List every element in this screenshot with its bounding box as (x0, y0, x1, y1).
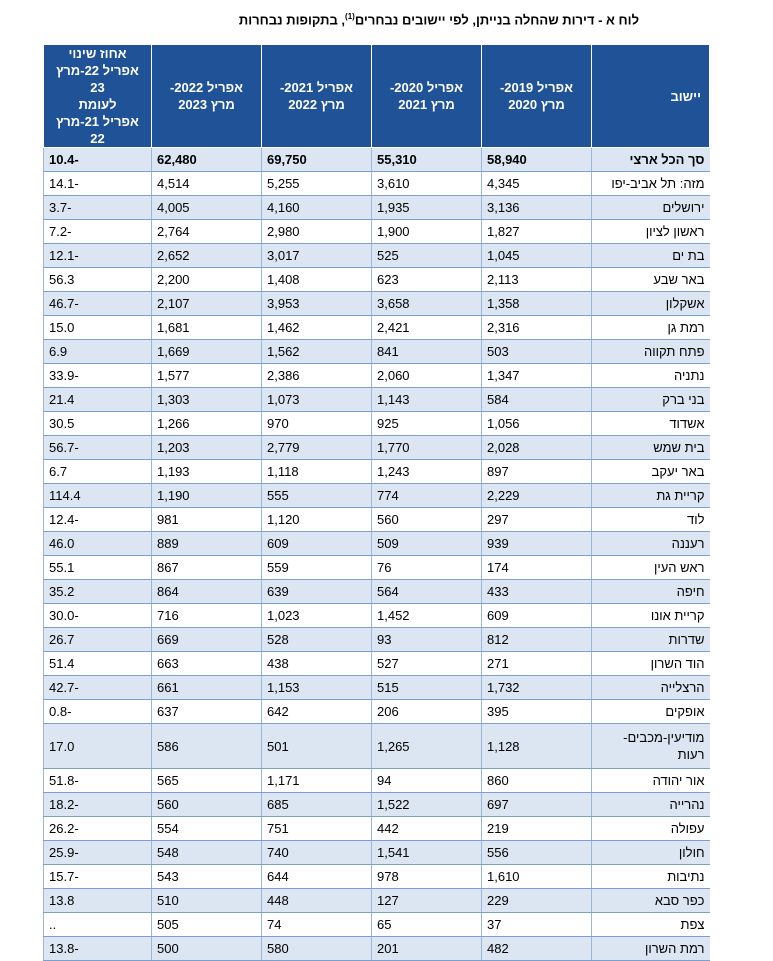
cell-settlement: פתח תקווה (592, 340, 710, 364)
cell-settlement: הרצלייה (592, 676, 710, 700)
cell-p3: 528 (262, 628, 372, 652)
cell-p1: 271 (482, 652, 592, 676)
total-p4: 62,480 (152, 148, 262, 172)
cell-settlement: ראשון לציון (592, 220, 710, 244)
table-row (44, 340, 710, 364)
cell-p1: 219 (482, 817, 592, 841)
cell-settlement: רעננה (592, 532, 710, 556)
cell-pct: -14.1 (44, 172, 152, 196)
cell-settlement: נתניה (592, 364, 710, 388)
cell-p4: 510 (152, 889, 262, 913)
cell-p1: 2,229 (482, 484, 592, 508)
header-row (44, 45, 710, 148)
cell-p1: 1,358 (482, 292, 592, 316)
table-row (44, 913, 710, 937)
cell-p3: 580 (262, 937, 372, 961)
table-row (44, 580, 710, 604)
cell-settlement: קריית גת (592, 484, 710, 508)
cell-settlement: בני ברק (592, 388, 710, 412)
cell-pct: 55.1 (44, 556, 152, 580)
total-pct: -10.4 (44, 148, 152, 172)
table-body (44, 148, 710, 961)
cell-settlement: אור יהודה (592, 769, 710, 793)
cell-pct: -0.8 (44, 700, 152, 724)
cell-p2: 76 (372, 556, 482, 580)
cell-pct: -13.8 (44, 937, 152, 961)
cell-p3: 74 (262, 913, 372, 937)
cell-pct: 21.4 (44, 388, 152, 412)
cell-p4: 4,514 (152, 172, 262, 196)
table-row (44, 556, 710, 580)
cell-p1: 4,345 (482, 172, 592, 196)
cell-settlement: חולון (592, 841, 710, 865)
cell-p1: 503 (482, 340, 592, 364)
title-text: לוח א - דירות שהחלה בנייתן, לפי יישובים נבחרים (354, 12, 639, 28)
cell-settlement: צפת (592, 913, 710, 937)
cell-p2: 93 (372, 628, 482, 652)
cell-p1: 433 (482, 580, 592, 604)
cell-pct: -12.1 (44, 244, 152, 268)
cell-p2: 3,610 (372, 172, 482, 196)
cell-pct: -30.0 (44, 604, 152, 628)
cell-pct: -51.8 (44, 769, 152, 793)
cell-p2: 560 (372, 508, 482, 532)
cell-pct: 26.7 (44, 628, 152, 652)
cell-p2: 509 (372, 532, 482, 556)
cell-pct: -26.2 (44, 817, 152, 841)
cell-settlement: קריית אונו (592, 604, 710, 628)
cell-p3: 555 (262, 484, 372, 508)
cell-settlement: רמת גן (592, 316, 710, 340)
cell-p3: 639 (262, 580, 372, 604)
cell-p2: 527 (372, 652, 482, 676)
cell-pct: .. (44, 913, 152, 937)
table-row (44, 508, 710, 532)
cell-p3: 685 (262, 793, 372, 817)
table-row (44, 793, 710, 817)
table-row (44, 889, 710, 913)
cell-p4: 548 (152, 841, 262, 865)
cell-pct: 6.7 (44, 460, 152, 484)
table-row (44, 841, 710, 865)
cell-p2: 1,522 (372, 793, 482, 817)
cell-pct: -15.7 (44, 865, 152, 889)
table-row (44, 724, 710, 769)
cell-p1: 1,610 (482, 865, 592, 889)
cell-p1: 2,316 (482, 316, 592, 340)
cell-p1: 2,028 (482, 436, 592, 460)
cell-p2: 774 (372, 484, 482, 508)
cell-settlement: כפר סבא (592, 889, 710, 913)
total-p3: 69,750 (262, 148, 372, 172)
cell-pct: -12.4 (44, 508, 152, 532)
cell-pct: 6.9 (44, 340, 152, 364)
cell-p4: 1,303 (152, 388, 262, 412)
data-table (43, 44, 710, 961)
cell-p2: 442 (372, 817, 482, 841)
cell-p1: 1,128 (482, 724, 592, 769)
cell-pct: -3.7 (44, 196, 152, 220)
table-row (44, 220, 710, 244)
cell-p2: 1,452 (372, 604, 482, 628)
cell-p2: 1,243 (372, 460, 482, 484)
cell-p4: 1,669 (152, 340, 262, 364)
table-row (44, 484, 710, 508)
cell-settlement: באר יעקב (592, 460, 710, 484)
cell-p4: 663 (152, 652, 262, 676)
cell-p2: 564 (372, 580, 482, 604)
table-row (44, 700, 710, 724)
header-settlement: יישוב (592, 45, 710, 148)
cell-p4: 1,681 (152, 316, 262, 340)
cell-p4: 543 (152, 865, 262, 889)
cell-pct: 46.0 (44, 532, 152, 556)
cell-p2: 2,060 (372, 364, 482, 388)
cell-p4: 981 (152, 508, 262, 532)
cell-pct: 30.5 (44, 412, 152, 436)
table-row (44, 769, 710, 793)
cell-p4: 867 (152, 556, 262, 580)
cell-p2: 1,935 (372, 196, 482, 220)
header-period-2020: אפריל 2020- מרץ 2021 (372, 45, 482, 148)
cell-p4: 505 (152, 913, 262, 937)
cell-p2: 1,900 (372, 220, 482, 244)
cell-p3: 2,779 (262, 436, 372, 460)
cell-settlement: באר שבע (592, 268, 710, 292)
cell-p4: 637 (152, 700, 262, 724)
cell-p2: 94 (372, 769, 482, 793)
cell-pct: -25.9 (44, 841, 152, 865)
cell-p1: 812 (482, 628, 592, 652)
title-footnote: (1) (345, 12, 355, 21)
cell-p2: 127 (372, 889, 482, 913)
cell-p2: 3,658 (372, 292, 482, 316)
cell-p2: 525 (372, 244, 482, 268)
cell-pct: 114.4 (44, 484, 152, 508)
cell-p4: 669 (152, 628, 262, 652)
cell-pct: 13.8 (44, 889, 152, 913)
cell-p4: 586 (152, 724, 262, 769)
title-suffix: , בתקופות נבחרות (238, 12, 346, 28)
total-p2: 55,310 (372, 148, 482, 172)
cell-p4: 565 (152, 769, 262, 793)
cell-p4: 500 (152, 937, 262, 961)
cell-p1: 697 (482, 793, 592, 817)
cell-p2: 515 (372, 676, 482, 700)
cell-p3: 970 (262, 412, 372, 436)
cell-settlement: נתיבות (592, 865, 710, 889)
table-row (44, 244, 710, 268)
cell-p3: 2,386 (262, 364, 372, 388)
cell-pct: -56.7 (44, 436, 152, 460)
cell-p3: 1,408 (262, 268, 372, 292)
cell-p3: 1,171 (262, 769, 372, 793)
cell-p4: 2,200 (152, 268, 262, 292)
cell-p4: 554 (152, 817, 262, 841)
cell-p3: 3,953 (262, 292, 372, 316)
table-row (44, 817, 710, 841)
table-row (44, 388, 710, 412)
table-row (44, 196, 710, 220)
cell-p2: 65 (372, 913, 482, 937)
cell-p1: 1,827 (482, 220, 592, 244)
cell-p4: 716 (152, 604, 262, 628)
cell-p3: 438 (262, 652, 372, 676)
cell-settlement: מודיעין-מכבים- רעות (592, 724, 710, 769)
cell-p4: 661 (152, 676, 262, 700)
cell-settlement: חיפה (592, 580, 710, 604)
cell-p3: 1,120 (262, 508, 372, 532)
cell-pct: 17.0 (44, 724, 152, 769)
cell-p4: 1,193 (152, 460, 262, 484)
table-row (44, 268, 710, 292)
cell-p4: 4,005 (152, 196, 262, 220)
cell-p2: 1,265 (372, 724, 482, 769)
cell-p2: 206 (372, 700, 482, 724)
cell-p3: 1,073 (262, 388, 372, 412)
table-row (44, 937, 710, 961)
cell-settlement: אשדוד (592, 412, 710, 436)
cell-p4: 1,577 (152, 364, 262, 388)
cell-p1: 556 (482, 841, 592, 865)
cell-pct: -42.7 (44, 676, 152, 700)
cell-p2: 1,143 (372, 388, 482, 412)
cell-p3: 5,255 (262, 172, 372, 196)
total-name: סך הכל ארצי (592, 148, 710, 172)
cell-p3: 751 (262, 817, 372, 841)
cell-p2: 978 (372, 865, 482, 889)
cell-pct: 35.2 (44, 580, 152, 604)
cell-p2: 201 (372, 937, 482, 961)
cell-p4: 560 (152, 793, 262, 817)
cell-settlement: בת ים (592, 244, 710, 268)
cell-p1: 897 (482, 460, 592, 484)
cell-p1: 37 (482, 913, 592, 937)
cell-p3: 1,023 (262, 604, 372, 628)
cell-settlement: אשקלון (592, 292, 710, 316)
table-row (44, 292, 710, 316)
cell-p3: 3,017 (262, 244, 372, 268)
cell-p3: 1,562 (262, 340, 372, 364)
cell-p3: 740 (262, 841, 372, 865)
table-row (44, 628, 710, 652)
cell-settlement: לוד (592, 508, 710, 532)
cell-p3: 1,462 (262, 316, 372, 340)
cell-p3: 4,160 (262, 196, 372, 220)
cell-p2: 925 (372, 412, 482, 436)
cell-settlement: נהרייה (592, 793, 710, 817)
cell-p1: 1,056 (482, 412, 592, 436)
cell-settlement: עפולה (592, 817, 710, 841)
cell-p4: 889 (152, 532, 262, 556)
cell-p1: 3,136 (482, 196, 592, 220)
cell-p1: 2,113 (482, 268, 592, 292)
cell-p4: 1,203 (152, 436, 262, 460)
cell-p4: 1,266 (152, 412, 262, 436)
cell-settlement: מזה: תל אביב-יפו (592, 172, 710, 196)
cell-p4: 1,190 (152, 484, 262, 508)
cell-pct: 56.3 (44, 268, 152, 292)
cell-settlement: אופקים (592, 700, 710, 724)
table-row (44, 676, 710, 700)
table-row (44, 316, 710, 340)
cell-p1: 482 (482, 937, 592, 961)
cell-p1: 1,347 (482, 364, 592, 388)
cell-p2: 1,541 (372, 841, 482, 865)
table-row (44, 532, 710, 556)
cell-pct: -46.7 (44, 292, 152, 316)
cell-p3: 1,118 (262, 460, 372, 484)
cell-p1: 229 (482, 889, 592, 913)
table-row (44, 364, 710, 388)
cell-p3: 448 (262, 889, 372, 913)
cell-p1: 297 (482, 508, 592, 532)
table-title (239, 12, 639, 27)
cell-p2: 1,770 (372, 436, 482, 460)
cell-settlement: ראש העין (592, 556, 710, 580)
cell-settlement: ירושלים (592, 196, 710, 220)
cell-p3: 644 (262, 865, 372, 889)
cell-settlement: בית שמש (592, 436, 710, 460)
table-row (44, 436, 710, 460)
cell-p1: 939 (482, 532, 592, 556)
total-p1: 58,940 (482, 148, 592, 172)
table-row (44, 412, 710, 436)
cell-p1: 174 (482, 556, 592, 580)
cell-pct: -18.2 (44, 793, 152, 817)
cell-p1: 584 (482, 388, 592, 412)
cell-p3: 501 (262, 724, 372, 769)
cell-settlement: שדרות (592, 628, 710, 652)
cell-pct: -33.9 (44, 364, 152, 388)
cell-pct: 51.4 (44, 652, 152, 676)
cell-p2: 623 (372, 268, 482, 292)
cell-p4: 2,652 (152, 244, 262, 268)
cell-p4: 2,107 (152, 292, 262, 316)
cell-p4: 2,764 (152, 220, 262, 244)
header-percent-change: אחוז שינוי אפריל 22-מרץ 23 לעומת אפריל 21-מרץ 22 (44, 45, 152, 148)
cell-p3: 559 (262, 556, 372, 580)
cell-settlement: הוד השרון (592, 652, 710, 676)
cell-p1: 395 (482, 700, 592, 724)
cell-p1: 860 (482, 769, 592, 793)
table-row (44, 172, 710, 196)
cell-pct: -7.2 (44, 220, 152, 244)
cell-pct: 15.0 (44, 316, 152, 340)
cell-p1: 609 (482, 604, 592, 628)
cell-p3: 1,153 (262, 676, 372, 700)
table-row (44, 652, 710, 676)
cell-settlement: רמת השרון (592, 937, 710, 961)
header-period-2019: אפריל 2019- מרץ 2020 (482, 45, 592, 148)
cell-p3: 2,980 (262, 220, 372, 244)
header-period-2022: אפריל 2022- מרץ 2023 (152, 45, 262, 148)
cell-p2: 841 (372, 340, 482, 364)
cell-p4: 864 (152, 580, 262, 604)
table-row (44, 865, 710, 889)
cell-p3: 609 (262, 532, 372, 556)
total-row (44, 148, 710, 172)
cell-p3: 642 (262, 700, 372, 724)
table-row (44, 604, 710, 628)
cell-p1: 1,045 (482, 244, 592, 268)
table-row (44, 460, 710, 484)
cell-p1: 1,732 (482, 676, 592, 700)
header-period-2021: אפריל 2021- מרץ 2022 (262, 45, 372, 148)
cell-p2: 2,421 (372, 316, 482, 340)
